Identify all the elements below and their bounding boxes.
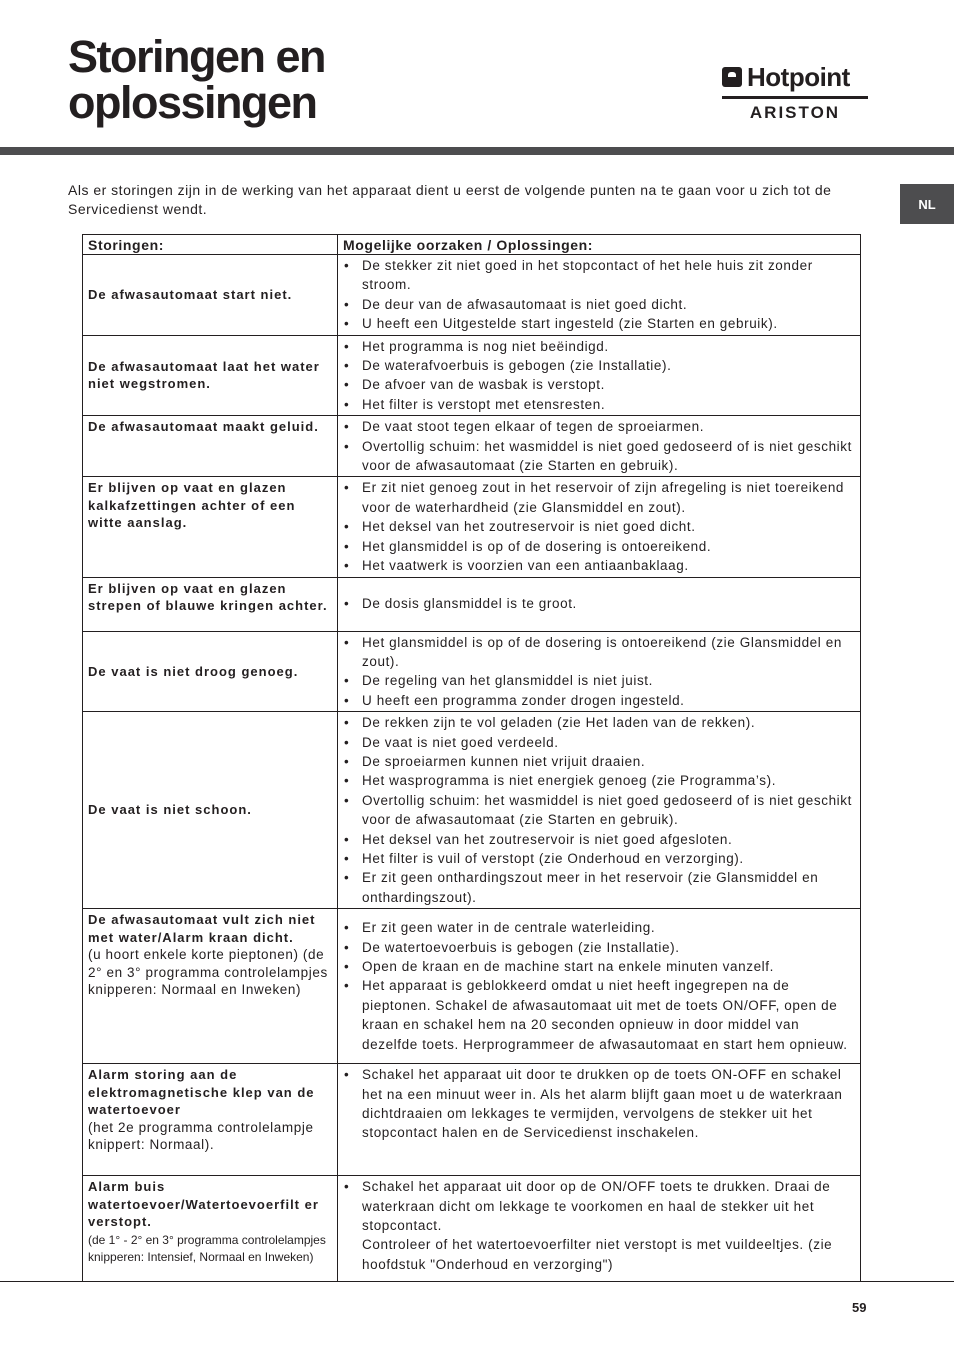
- problem-cell: [83, 1064, 338, 1176]
- language-tab: NL: [900, 184, 954, 224]
- solution-item: • De waterafvoerbuis is gebogen (zie Installatie).: [342, 356, 854, 375]
- solution-item: • U heeft een programma zonder drogen ingesteld.: [342, 691, 854, 710]
- solutions-cell: [338, 416, 861, 477]
- solutions-cell: [338, 1064, 861, 1176]
- solution-item: • Schakel het apparaat uit door op de ON/OFF toets te drukken. Draai de waterkraan dicht om lekkage te voorkomen en haal de stekker uit het stopcontact.: [342, 1177, 854, 1235]
- problem-cell: [83, 416, 338, 477]
- brand-sub: ARISTON: [749, 103, 841, 122]
- solution-item: • Overtollig schuim: het wasmiddel is niet goed gedoseerd of is niet geschikt voor de afwasautomaat (zie Starten en gebruik).: [342, 437, 854, 476]
- solution-item: • Het wasprogramma is niet energiek genoeg (zie Programma’s).: [342, 771, 854, 790]
- problem-note: (het 2e programma controlelampje knippert: Normaal).: [88, 1119, 314, 1153]
- solution-item: • De stekker zit niet goed in het stopcontact of het hele huis zit zonder stroom.: [342, 256, 854, 295]
- solution-item: • Het programma is nog niet beëindigd.: [342, 337, 854, 356]
- solutions-cell: [338, 477, 861, 577]
- solution-item: • De vaat stoot tegen elkaar of tegen de sproeiarmen.: [342, 417, 854, 436]
- solution-item: • De dosis glansmiddel is te groot.: [342, 594, 854, 613]
- problem-cell: [83, 712, 338, 909]
- brand-name: Hotpoint: [747, 62, 850, 92]
- brand-logo: [722, 62, 868, 124]
- solution-item: • Overtollig schuim: het wasmiddel is niet goed gedoseerd of is niet geschikt voor de afwasautomaat (zie Starten en gebruik).: [342, 791, 854, 830]
- solution-continuation: Controleer of het watertoevoerfilter niet verstopt is met vuildeeltjes. (zie hoofdstuk "Onderhoud en verzorging"): [362, 1237, 833, 1272]
- problem-cell: [83, 577, 338, 631]
- solution-item: • De afvoer van de wasbak is verstopt.: [342, 375, 854, 394]
- problem-title: Alarm storing aan de elektromagnetische klep van de watertoevoer: [88, 1067, 315, 1118]
- solution-item: • Het apparaat is geblokkeerd omdat u niet heeft ingegrepen na de pieptonen. Schakel de afwasautomaat uit met de toets ON/OFF, open de kraan en schakel hem na 20 seconden opnieuw in door middel van dezelfde toets. Herprogrammeer de afwasautomaat en start hem opnieuw.: [342, 976, 854, 1054]
- table-row: [83, 1064, 861, 1176]
- solution-item: • Er zit geen water in de centrale waterleiding.: [342, 918, 854, 937]
- problem-cell: [83, 909, 338, 1064]
- solutions-cell: [338, 631, 861, 712]
- solution-item: • Het glansmiddel is op of de dosering is ontoereikend.: [342, 537, 854, 556]
- logo-divider: [722, 96, 868, 99]
- solution-item: • Het filter is verstopt met etensresten.: [342, 395, 854, 414]
- table-row: [83, 1176, 861, 1282]
- problem-cell: [83, 477, 338, 577]
- problem-cell: [83, 1176, 338, 1282]
- solution-item: • Het deksel van het zoutreservoir is niet goed dicht.: [342, 517, 854, 536]
- table-row: [83, 335, 861, 416]
- solution-item: • Het deksel van het zoutreservoir is niet goed afgesloten.: [342, 830, 854, 849]
- page-number: 59: [852, 1300, 867, 1315]
- problem-cell: [83, 631, 338, 712]
- solutions-cell: [338, 335, 861, 416]
- table-row: [83, 909, 861, 1064]
- table-row: [83, 631, 861, 712]
- solution-item: • Open de kraan en de machine start na enkele minuten vanzelf.: [342, 957, 854, 976]
- table-row: [83, 416, 861, 477]
- solution-item: • De regeling van het glansmiddel is niet juist.: [342, 671, 854, 690]
- solution-item: • Er zit niet genoeg zout in het reservoir of zijn afregeling is niet toereikend voor de waterhardheid (zie Glansmiddel en zout).: [342, 478, 854, 517]
- solution-item: • De rekken zijn te vol geladen (zie Het laden van de rekken).: [342, 713, 854, 732]
- problem-note: (u hoort enkele korte pieptonen) (de 2° en 3° programma controlelampjes knipperen: Normaal en Inweken): [88, 947, 328, 998]
- table-row: [83, 255, 861, 336]
- solutions-cell: [338, 1176, 861, 1282]
- solutions-cell: [338, 577, 861, 631]
- solution-item: • U heeft een Uitgestelde start ingesteld (zie Starten en gebruik).: [342, 314, 854, 333]
- problem-note: (de 1° - 2° en 3° programma controlelampjes knipperen: Intensief, Normaal en Inweken): [88, 1232, 326, 1265]
- problem-title: Er blijven op vaat en glazen strepen of blauwe kringen achter.: [88, 580, 328, 613]
- solution-item: • Het vaatwerk is voorzien van een antiaanbaklaag.: [342, 556, 854, 575]
- problem-title: De afwasautomaat maakt geluid.: [88, 419, 319, 435]
- column-header-problems: Storingen:: [83, 235, 338, 255]
- hotpoint-logo-icon: [722, 67, 742, 87]
- solution-item: • De vaat is niet goed verdeeld.: [342, 733, 854, 752]
- problem-title: De afwasautomaat vult zich niet met water/Alarm kraan dicht.: [88, 912, 316, 945]
- solution-item: • Schakel het apparaat uit door te drukken op de toets ON-OFF en schakel het na een minuut weer in. Als het alarm blijft gaan moet u de waterkraan dichtdraaien om lekkages te vermijden, vervolgens de stekker uit het stopcontact halen en de Servicedienst inschakelen.: [342, 1065, 854, 1143]
- solution-item: • De deur van de afwasautomaat is niet goed dicht.: [342, 295, 854, 314]
- problem-title: De afwasautomaat start niet.: [88, 287, 293, 303]
- problem-cell: [83, 335, 338, 416]
- title-line-2: oplossingen: [68, 77, 317, 128]
- title-line-1: Storingen en: [68, 31, 326, 82]
- problem-cell: [83, 255, 338, 336]
- intro-text: Als er storingen zijn in de werking van het apparaat dient u eerst de volgende punten na te gaan voor u zich tot de Servicedienst wendt.: [68, 182, 832, 217]
- solution-item: • Het glansmiddel is op of de dosering is ontoereikend (zie Glansmiddel en zout).: [342, 633, 854, 672]
- problem-title: Alarm buis watertoevoer/Watertoevoerfilt er verstopt.: [88, 1179, 319, 1230]
- solution-item: • Het filter is vuil of verstopt (zie Onderhoud en verzorging).: [342, 849, 854, 868]
- solutions-cell: [338, 255, 861, 336]
- solutions-cell: [338, 909, 861, 1064]
- table-row: [83, 477, 861, 577]
- solution-item: • De watertoevoerbuis is gebogen (zie Installatie).: [342, 938, 854, 957]
- table-row: [83, 577, 861, 631]
- solution-item: • Er zit geen onthardingszout meer in het reservoir (zie Glansmiddel en onthardingszout).: [342, 868, 854, 907]
- problem-title: Er blijven op vaat en glazen kalkafzettingen achter of een witte aanslag.: [88, 480, 296, 531]
- page-title: [68, 31, 326, 128]
- troubleshooting-table: [82, 234, 861, 1282]
- solutions-cell: [338, 712, 861, 909]
- problem-title: De vaat is niet schoon.: [88, 802, 252, 818]
- column-header-solutions: Mogelijke oorzaken / Oplossingen:: [338, 235, 861, 255]
- problem-title: De vaat is niet droog genoeg.: [88, 663, 299, 679]
- header-divider-bar: [0, 147, 954, 155]
- table-row: [83, 712, 861, 909]
- footer-divider: [0, 1281, 954, 1282]
- problem-title: De afwasautomaat laat het water niet wegstromen.: [88, 358, 320, 392]
- solution-item: • De sproeiarmen kunnen niet vrijuit draaien.: [342, 752, 854, 771]
